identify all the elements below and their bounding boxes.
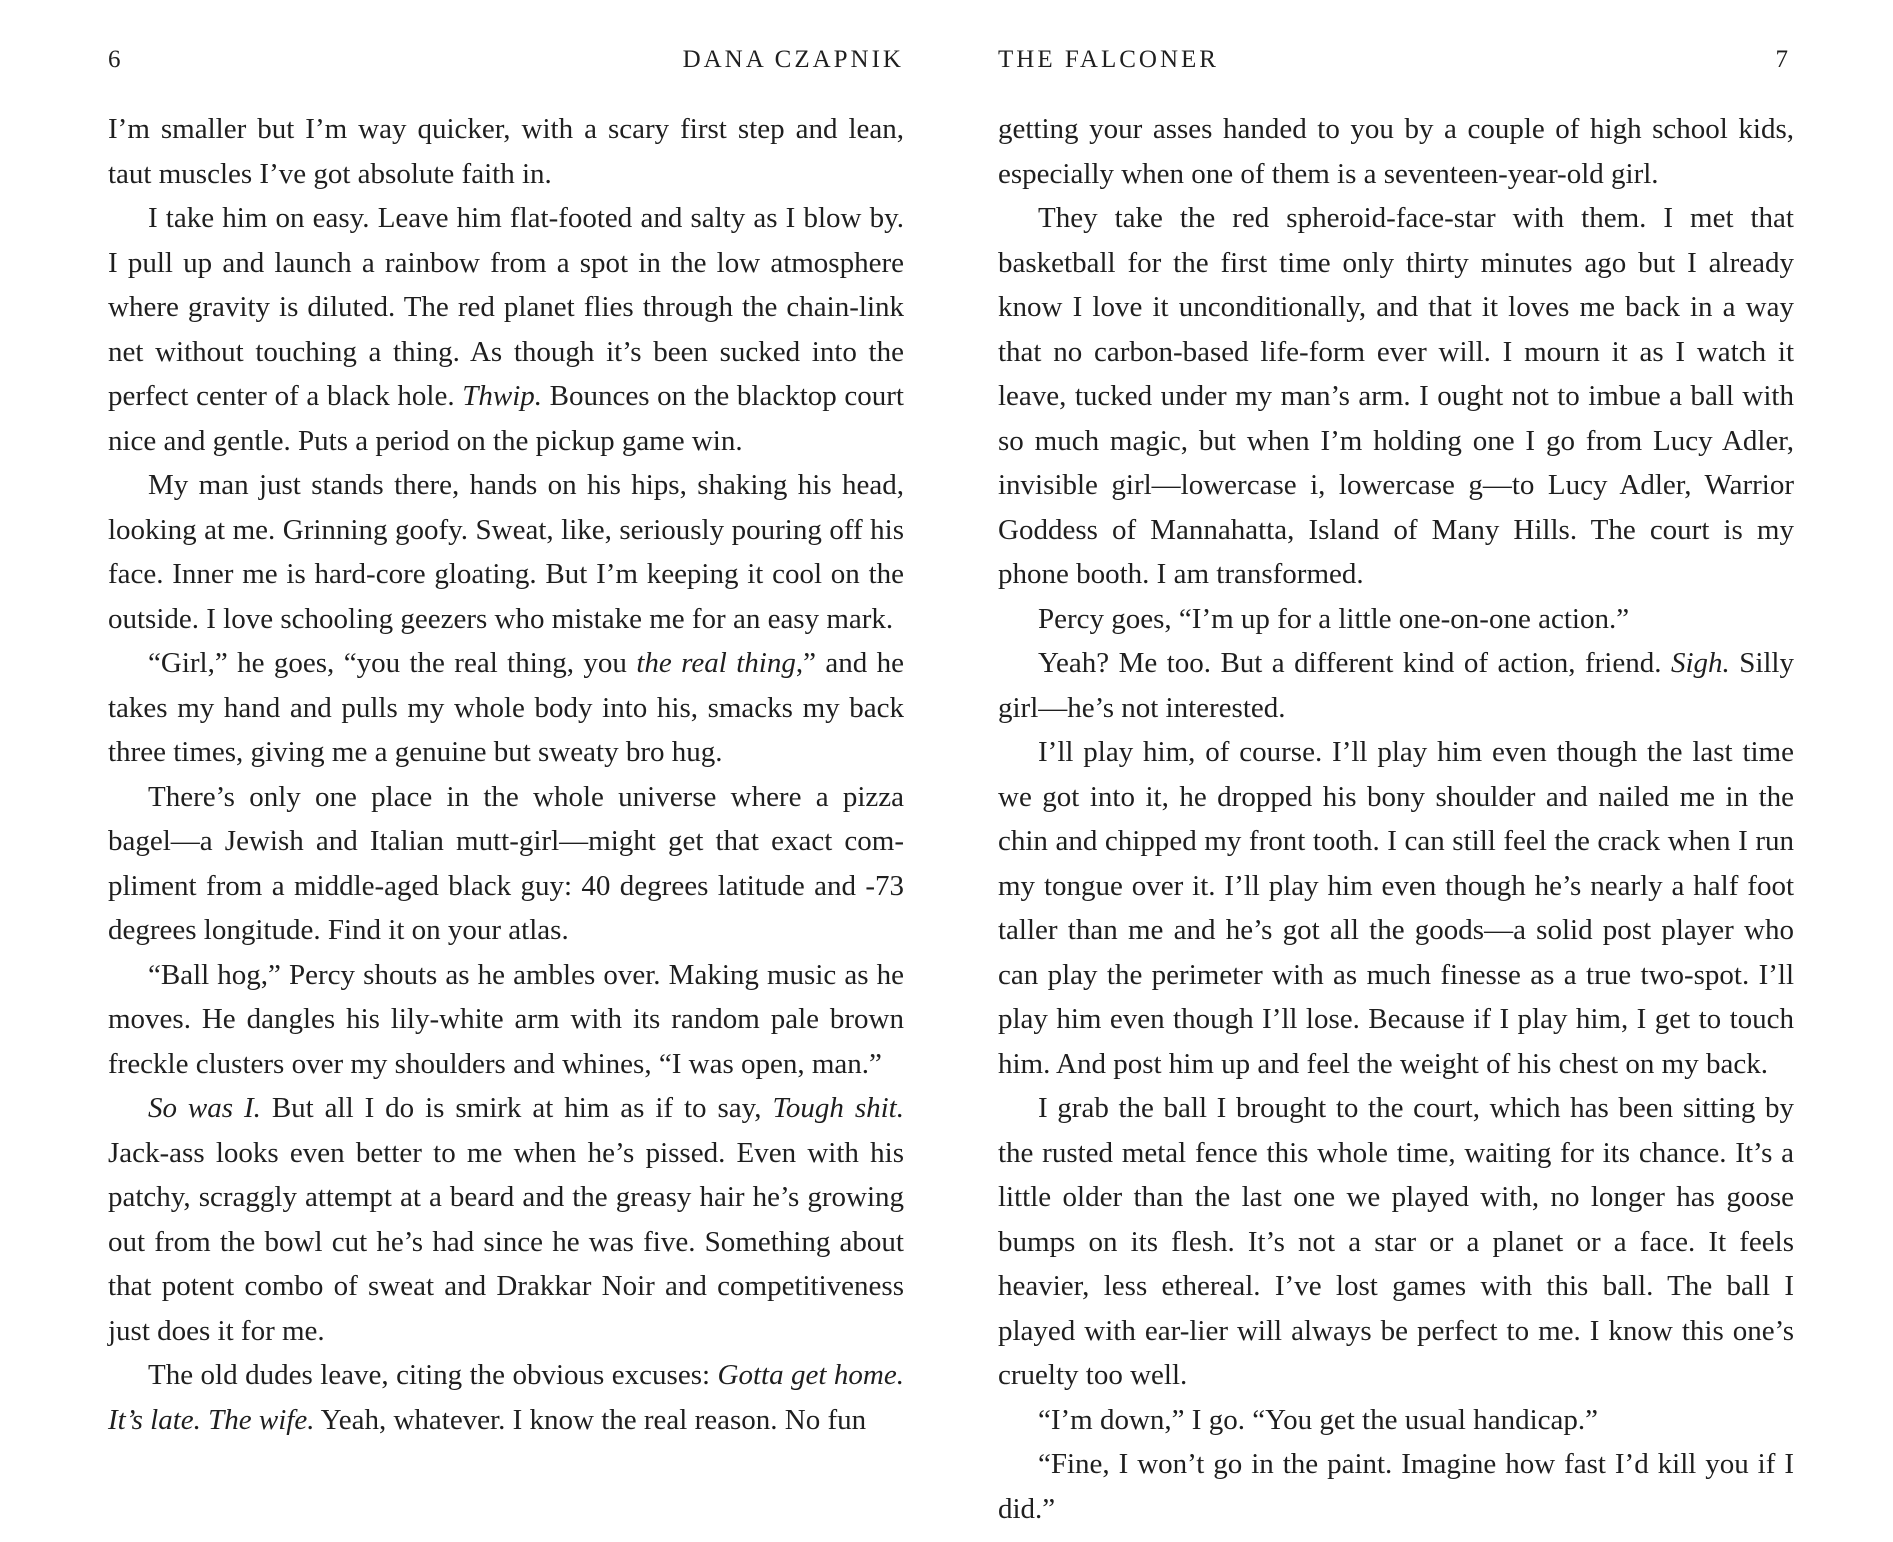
- right-page-number: 7: [1775, 46, 1788, 73]
- paragraph: [998, 597, 1794, 642]
- text-run: getting your asses handed to you by a couple of high school kids, especially when one of them is a seventeen-year-old girl.: [998, 113, 1794, 190]
- paragraph: [998, 196, 1794, 597]
- italic-text: Sigh.: [1670, 647, 1730, 679]
- text-run: There’s only one place in the whole universe where a pizza bagel—a Jewish and Italian mutt-girl—might get that exact com-pliment from a middle-aged black guy: 40 degrees latitude and -73 degrees longitude. Find it on your atlas.: [108, 780, 904, 946]
- text-run: I take him on easy. Leave him flat-footed and salty as I blow by. I pull up and launch a rainbow from a spot in the low atmosphere where gravity is diluted. The red planet flies through the chain-link net without touching a thing. As though it’s been sucked into the perfect center of a black hole.: [108, 202, 904, 412]
- italic-text: So was I.: [148, 1092, 261, 1124]
- left-body-text: [108, 107, 904, 1442]
- text-run: Percy goes, “I’m up for a little one-on-one action.”: [1038, 602, 1630, 635]
- italic-text: the real thing: [636, 647, 796, 679]
- paragraph: [998, 730, 1794, 1086]
- paragraph: [998, 1398, 1794, 1443]
- text-run: My man just stands there, hands on his hips, shaking his head, looking at me. Grinning goofy. Sweat, like, seriously pouring off his face. Inner me is hard-core gloating. But I’m keeping it cool on the outside. I love schooling geezers who mistake me for an easy mark.: [108, 469, 904, 635]
- left-header-author: DANA CZAPNIK: [682, 46, 904, 73]
- text-run: “I’m down,” I go. “You get the usual handicap.”: [1038, 1403, 1598, 1436]
- italic-text: Thwip.: [462, 380, 542, 412]
- left-page: [108, 0, 904, 1542]
- paragraph: [108, 1353, 904, 1442]
- text-run: I’m smaller but I’m way quicker, with a scary first step and lean, taut muscles I’ve got absolute faith in.: [108, 113, 904, 190]
- paragraph: [108, 1086, 904, 1353]
- paragraph: [998, 107, 1794, 196]
- text-run: “Fine, I won’t go in the paint. Imagine how fast I’d kill you if I did.”: [998, 1448, 1794, 1525]
- paragraph: [108, 953, 904, 1087]
- text-run: Yeah? Me too. But a different kind of action, friend.: [1038, 647, 1671, 679]
- text-run: I’ll play him, of course. I’ll play him even though the last time we got into it, he dropped his bony shoulder and nailed me in the chin and chipped my front tooth. I can still feel the crack when I run my tongue over it. I’ll play him even though he’s nearly a half foot taller than me and he’s got all the goods—a solid post player who can play the perimeter with as much finesse as a true two-spot. I’ll play him even though I’ll lose. Because if I play him, I get to touch him. And post him up and feel the weight of his chest on my back.: [998, 736, 1794, 1080]
- text-run: “Girl,” he goes, “you the real thing, you: [148, 647, 637, 679]
- right-page: [998, 0, 1794, 1542]
- text-run: They take the red spheroid-face-star with them. I met that basketball for the first time only thirty minutes ago but I already know I love it unconditionally, and that it loves me back in a way that no carbon-based life-form ever will. I mourn it as I watch it leave, tucked under my man’s arm. I ought not to imbue a ball with so much magic, but when I’m holding one I go from Lucy Adler, invisible girl—lowercase i, lowercase g—to Lucy Adler, Warrior Goddess of Mannahatta, Island of Many Hills. The court is my phone booth. I am transformed.: [998, 202, 1794, 590]
- paragraph: [108, 641, 904, 775]
- italic-text: Gotta get home. It’s late. The wife.: [108, 1359, 904, 1436]
- text-run: “Ball hog,” Percy shouts as he ambles over. Making music as he moves. He dangles his lily-white arm with its random pale brown freckle clusters over my shoulders and whines, “I was open, man.”: [108, 958, 904, 1080]
- paragraph: [108, 775, 904, 953]
- paragraph: [108, 463, 904, 641]
- text-run: But all I do is smirk at him as if to say,: [260, 1092, 773, 1124]
- text-run: Yeah, whatever. I know the real reason. No fun: [314, 1403, 867, 1436]
- italic-text: Tough shit.: [772, 1092, 904, 1124]
- paragraph: [998, 1086, 1794, 1398]
- text-run: Silly girl—he’s not interested.: [998, 647, 1794, 724]
- text-run: Jack-ass looks even better to me when he’s pissed. Even with his patchy, scraggly attempt at a beard and the greasy hair he’s growing out from the bowl cut he’s had since he was five. Something about that potent combo of sweat and Drakkar Noir and competitiveness just does it for me.: [108, 1136, 904, 1347]
- right-running-head: [998, 46, 1794, 80]
- right-body-text: [998, 107, 1794, 1531]
- left-running-head: [108, 46, 904, 80]
- paragraph: [998, 641, 1794, 730]
- paragraph: [998, 1442, 1794, 1531]
- text-run: I grab the ball I brought to the court, which has been sitting by the rusted metal fence this whole time, waiting for its chance. It’s a little older than the last one we played with, no longer has goose bumps on its flesh. It’s not a star or a planet or a face. It feels heavier, less ethereal. I’ve lost games with this ball. The ball I played with ear-lier will always be perfect to me. I know this one’s cruelty too well.: [998, 1092, 1794, 1391]
- right-header-title: THE FALCONER: [998, 46, 1219, 73]
- text-run: The old dudes leave, citing the obvious excuses:: [148, 1359, 718, 1391]
- paragraph: [108, 107, 904, 196]
- text-run: Bounces on the blacktop court nice and gentle. Puts a period on the pickup game win.: [108, 380, 904, 457]
- text-run: ,” and he takes my hand and pulls my whole body into his, smacks my back three times, giving me a genuine but sweaty bro hug.: [108, 647, 904, 768]
- left-page-number: 6: [108, 46, 121, 73]
- paragraph: [108, 196, 904, 463]
